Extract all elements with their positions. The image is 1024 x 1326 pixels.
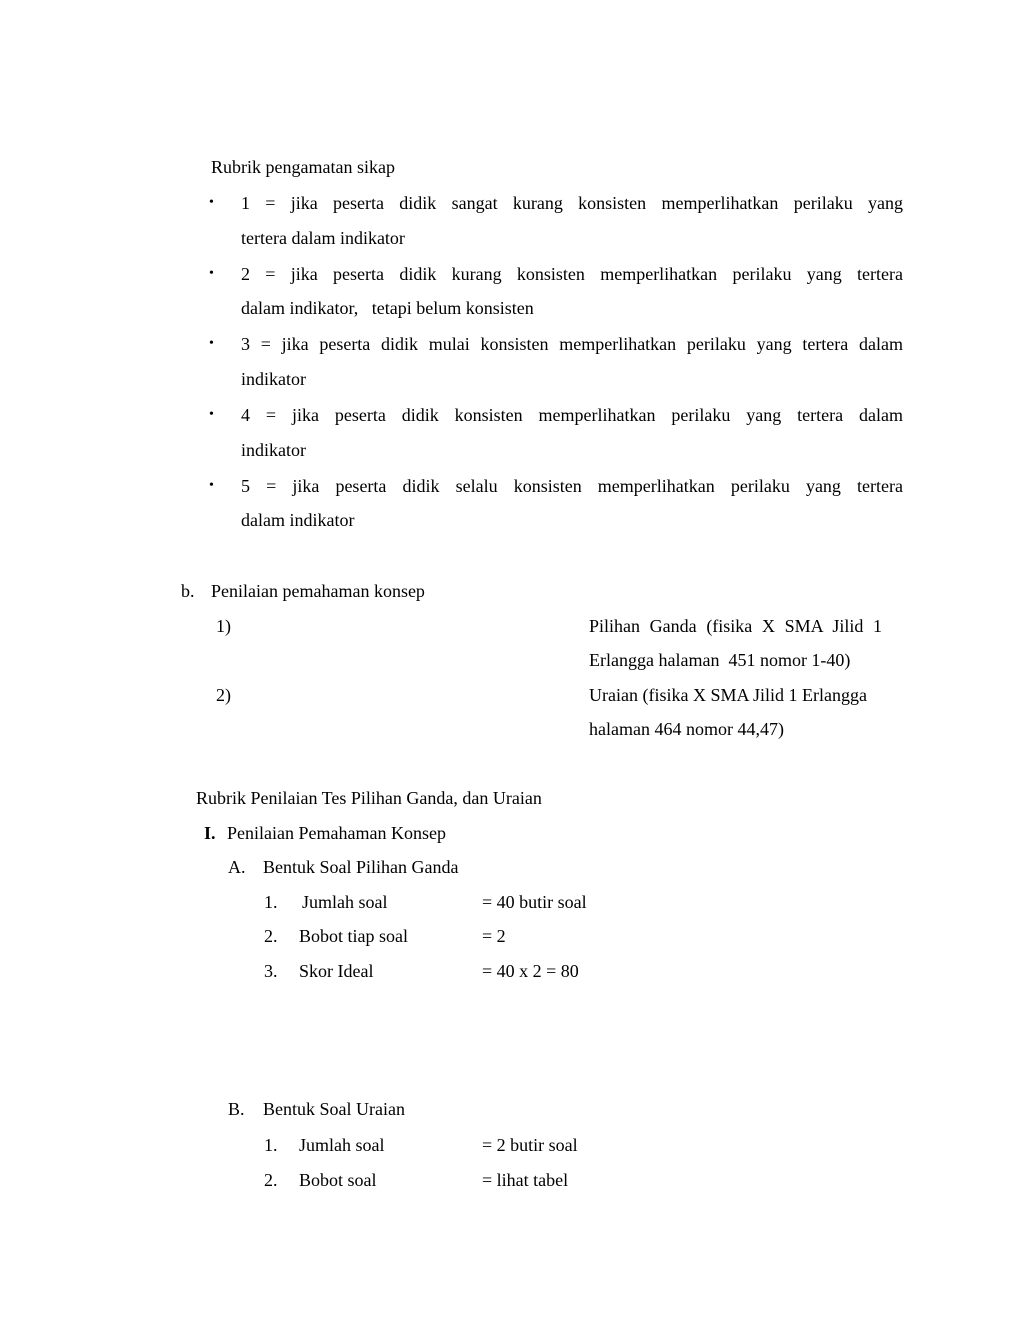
- section-i-marker: I.: [204, 823, 216, 843]
- part-b-row-1-num: 1.: [264, 1135, 278, 1155]
- part-b-row-2-label: Bobot soal: [299, 1170, 377, 1190]
- bullet-icon: •: [209, 336, 214, 351]
- part-a-row-2-value: = 2: [482, 926, 506, 946]
- rubric-item-3-line2: indikator: [241, 369, 306, 389]
- section-b-title: Penilaian pemahaman konsep: [211, 581, 425, 601]
- part-b-row-1-value: = 2 butir soal: [482, 1135, 578, 1155]
- rubric-item-3-line1: 3 = jika peserta didik mulai konsisten memperlihatkan perilaku yang tertera dalam: [241, 334, 903, 354]
- part-a-row-3-value: = 40 x 2 = 80: [482, 961, 579, 981]
- rubric-item-5-line2: dalam indikator: [241, 510, 355, 530]
- part-a-row-3-label: Skor Ideal: [299, 961, 374, 981]
- rubric-item-4-line2: indikator: [241, 440, 306, 460]
- bullet-icon: •: [209, 478, 214, 493]
- section-i-title: Penilaian Pemahaman Konsep: [227, 823, 446, 843]
- bullet-icon: •: [209, 407, 214, 422]
- rubric-item-5-line1: 5 = jika peserta didik selalu konsisten memperlihatkan perilaku yang tertera: [241, 476, 903, 496]
- section-b-item-1-line1: Pilihan Ganda (fisika X SMA Jilid 1: [589, 616, 882, 636]
- part-a-row-3-num: 3.: [264, 961, 278, 981]
- rubric-tes-title: Rubrik Penilaian Tes Pilihan Ganda, dan Uraian: [196, 788, 542, 808]
- rubric-item-1-line2: tertera dalam indikator: [241, 228, 405, 248]
- part-b-marker: B.: [228, 1099, 245, 1119]
- part-a-row-2-label: Bobot tiap soal: [299, 926, 408, 946]
- section-b-item-2-line1: Uraian (fisika X SMA Jilid 1 Erlangga: [589, 685, 867, 705]
- bullet-icon: •: [209, 195, 214, 210]
- bullet-icon: •: [209, 266, 214, 281]
- part-b-row-2-num: 2.: [264, 1170, 278, 1190]
- part-a-row-1-label: Jumlah soal: [302, 892, 388, 912]
- rubric-item-2-line2: dalam indikator, tetapi belum konsisten: [241, 298, 534, 318]
- part-a-row-2-num: 2.: [264, 926, 278, 946]
- part-a-title: Bentuk Soal Pilihan Ganda: [263, 857, 459, 877]
- rubric-item-4-line1: 4 = jika peserta didik konsisten memperlihatkan perilaku yang tertera dalam: [241, 405, 903, 425]
- rubric-item-2-line1: 2 = jika peserta didik kurang konsisten memperlihatkan perilaku yang tertera: [241, 264, 903, 284]
- part-b-row-2-value: = lihat tabel: [482, 1170, 569, 1190]
- part-b-title: Bentuk Soal Uraian: [263, 1099, 405, 1119]
- part-a-marker: A.: [228, 857, 246, 877]
- section-b-item-2-line2: halaman 464 nomor 44,47): [589, 719, 784, 739]
- section-b-item-2-num: 2): [216, 685, 231, 705]
- part-a-row-1-value: = 40 butir soal: [482, 892, 587, 912]
- rubric-item-1-line1: 1 = jika peserta didik sangat kurang konsisten memperlihatkan perilaku yang: [241, 193, 903, 213]
- rubric-sikap-title: Rubrik pengamatan sikap: [211, 157, 395, 177]
- section-b-item-1-num: 1): [216, 616, 231, 636]
- part-b-row-1-label: Jumlah soal: [299, 1135, 385, 1155]
- section-b-item-1-line2: Erlangga halaman 451 nomor 1-40): [589, 650, 851, 670]
- section-b-marker: b.: [181, 581, 195, 601]
- part-a-row-1-num: 1.: [264, 892, 278, 912]
